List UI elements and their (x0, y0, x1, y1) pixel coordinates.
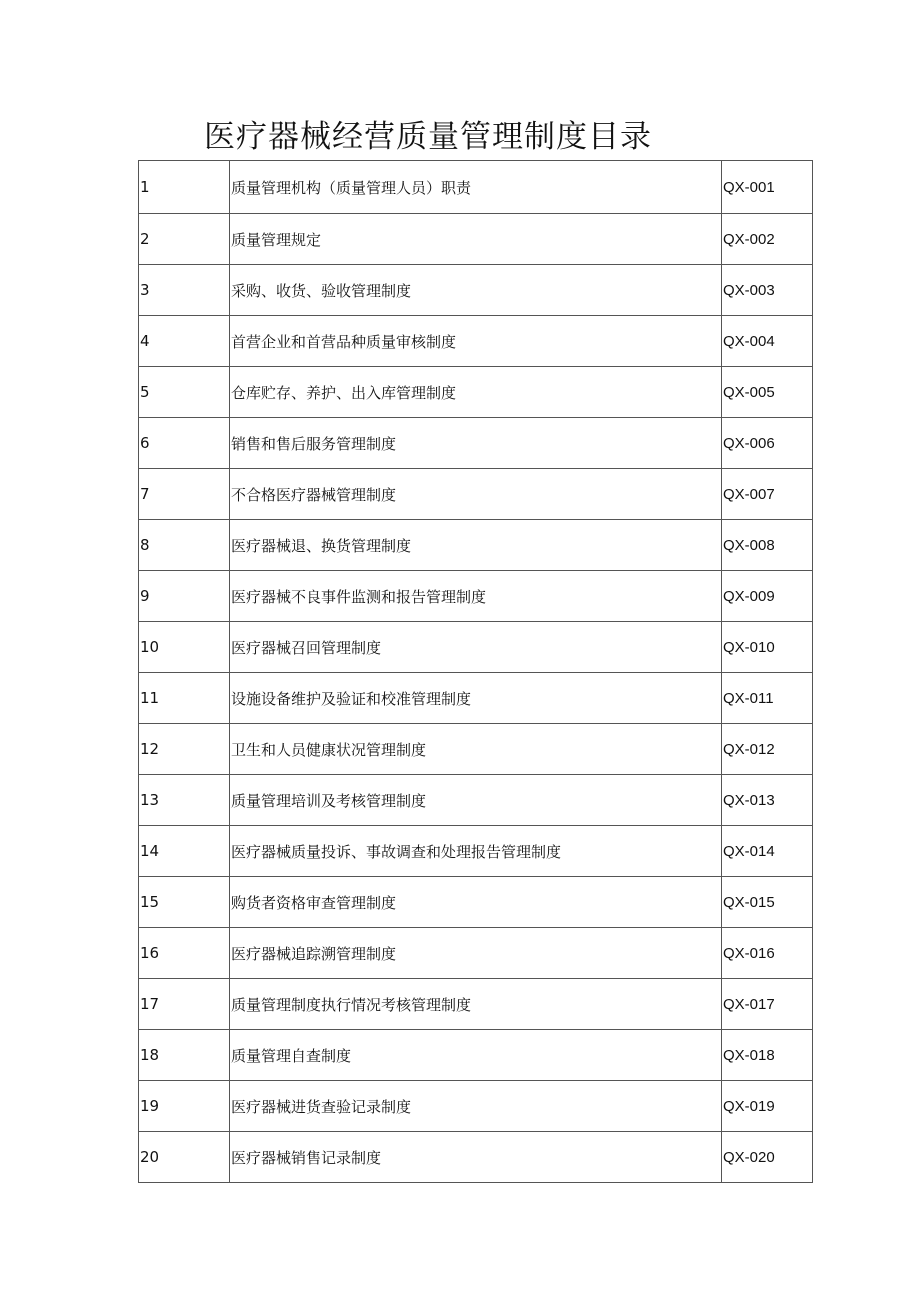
row-number: 13 (139, 775, 230, 826)
regulation-code: QX-017 (722, 979, 813, 1030)
regulation-index-table (138, 160, 813, 1183)
regulation-name: 采购、收货、验收管理制度 (230, 265, 722, 316)
regulation-code: QX-018 (722, 1030, 813, 1081)
regulation-code: QX-001 (722, 161, 813, 214)
regulation-code: QX-009 (722, 571, 813, 622)
row-number: 6 (139, 418, 230, 469)
regulation-code: QX-012 (722, 724, 813, 775)
document-title: 医疗器械经营质量管理制度目录 (204, 119, 652, 155)
regulation-code: QX-003 (722, 265, 813, 316)
row-number: 1 (139, 161, 230, 214)
regulation-name: 首营企业和首营品种质量审核制度 (230, 316, 722, 367)
regulation-code: QX-007 (722, 469, 813, 520)
row-number: 9 (139, 571, 230, 622)
table-row (139, 1132, 813, 1183)
table-row (139, 1030, 813, 1081)
regulation-code: QX-015 (722, 877, 813, 928)
table-row (139, 622, 813, 673)
table-row (139, 316, 813, 367)
regulation-name: 医疗器械追踪溯管理制度 (230, 928, 722, 979)
row-number: 11 (139, 673, 230, 724)
row-number: 15 (139, 877, 230, 928)
table-body (139, 161, 813, 1183)
regulation-code: QX-004 (722, 316, 813, 367)
regulation-name: 医疗器械不良事件监测和报告管理制度 (230, 571, 722, 622)
regulation-name: 仓库贮存、养护、出入库管理制度 (230, 367, 722, 418)
row-number: 17 (139, 979, 230, 1030)
table-row (139, 928, 813, 979)
table-row (139, 469, 813, 520)
table-row (139, 571, 813, 622)
table-row (139, 826, 813, 877)
regulation-code: QX-013 (722, 775, 813, 826)
table-row (139, 1081, 813, 1132)
row-number: 16 (139, 928, 230, 979)
regulation-name: 不合格医疗器械管理制度 (230, 469, 722, 520)
row-number: 12 (139, 724, 230, 775)
table-row (139, 367, 813, 418)
row-number: 3 (139, 265, 230, 316)
table-row (139, 775, 813, 826)
regulation-name: 质量管理规定 (230, 214, 722, 265)
regulation-code: QX-011 (722, 673, 813, 724)
regulation-name: 医疗器械退、换货管理制度 (230, 520, 722, 571)
table-row (139, 724, 813, 775)
regulation-name: 医疗器械召回管理制度 (230, 622, 722, 673)
regulation-name: 质量管理机构（质量管理人员）职责 (230, 161, 722, 214)
regulation-name: 设施设备维护及验证和校准管理制度 (230, 673, 722, 724)
regulation-name: 购货者资格审查管理制度 (230, 877, 722, 928)
regulation-name: 医疗器械销售记录制度 (230, 1132, 722, 1183)
regulation-name: 卫生和人员健康状况管理制度 (230, 724, 722, 775)
row-number: 8 (139, 520, 230, 571)
row-number: 18 (139, 1030, 230, 1081)
regulation-code: QX-016 (722, 928, 813, 979)
regulation-name: 销售和售后服务管理制度 (230, 418, 722, 469)
regulation-code: QX-002 (722, 214, 813, 265)
regulation-code: QX-014 (722, 826, 813, 877)
row-number: 7 (139, 469, 230, 520)
table-row (139, 520, 813, 571)
row-number: 2 (139, 214, 230, 265)
regulation-code: QX-005 (722, 367, 813, 418)
regulation-name: 质量管理自查制度 (230, 1030, 722, 1081)
row-number: 14 (139, 826, 230, 877)
row-number: 19 (139, 1081, 230, 1132)
table-row (139, 877, 813, 928)
table-row (139, 979, 813, 1030)
regulation-code: QX-006 (722, 418, 813, 469)
regulation-name: 医疗器械进货查验记录制度 (230, 1081, 722, 1132)
row-number: 20 (139, 1132, 230, 1183)
row-number: 10 (139, 622, 230, 673)
regulation-name: 质量管理制度执行情况考核管理制度 (230, 979, 722, 1030)
table-row (139, 161, 813, 214)
regulation-code: QX-008 (722, 520, 813, 571)
regulation-code: QX-020 (722, 1132, 813, 1183)
row-number: 5 (139, 367, 230, 418)
regulation-name: 医疗器械质量投诉、事故调查和处理报告管理制度 (230, 826, 722, 877)
regulation-name: 质量管理培训及考核管理制度 (230, 775, 722, 826)
regulation-code: QX-010 (722, 622, 813, 673)
table-row (139, 418, 813, 469)
table-row (139, 673, 813, 724)
table-row (139, 265, 813, 316)
table-row (139, 214, 813, 265)
regulation-code: QX-019 (722, 1081, 813, 1132)
row-number: 4 (139, 316, 230, 367)
